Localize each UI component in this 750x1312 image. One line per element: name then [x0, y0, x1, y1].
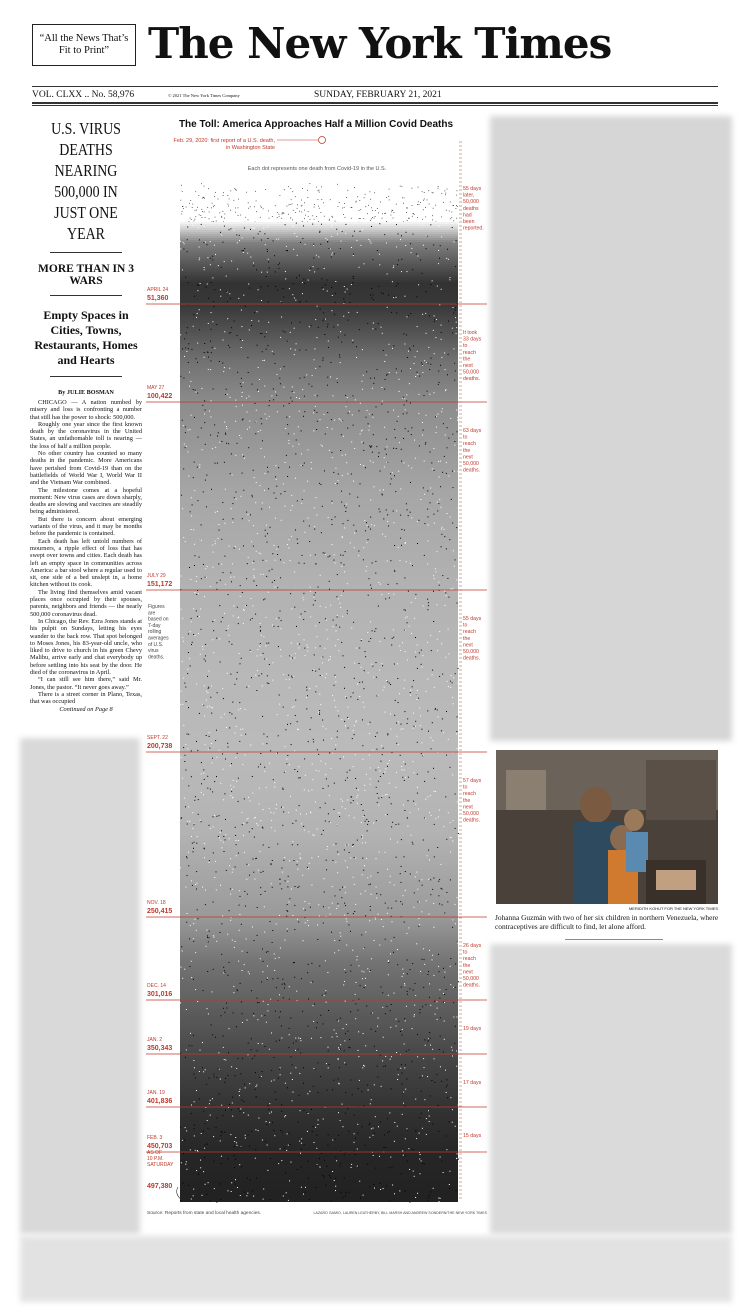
story-paragraph: The living find themselves amid vacant places once occupied by their spouses, parents, neighbors and friends — the nearly 500,000 coronavirus dead. [30, 588, 142, 618]
milestone-date: JAN. 19 [147, 1090, 165, 1096]
milestone-deaths: 401,836 [147, 1098, 173, 1105]
milestone-deaths: 497,380 [147, 1183, 173, 1190]
folio-rule [32, 102, 718, 104]
milestone-date: JAN. 2 [147, 1037, 163, 1043]
chart-source: Source: Reports from state and local health agencies. [147, 1211, 262, 1216]
days-note: 63 days to reach the next 50,000 deaths. [463, 428, 482, 474]
milestone-date: APRIL 24 [147, 287, 169, 293]
days-note: 19 days [463, 1026, 482, 1032]
milestone-deaths: 200,738 [147, 743, 173, 750]
photo-caption: Johanna Guzmán with two of her six children in northern Venezuela, where contraceptives are difficult to find, let alone afford. [495, 913, 719, 931]
days-note: 55 days later, 50,000 deaths had been reported. [463, 186, 484, 232]
lead-story [30, 118, 142, 713]
photo-credit: MERIDITH KOHUT FOR THE NEW YORK TIMES [628, 906, 718, 911]
headline-rule [50, 252, 122, 253]
milestone-deaths: 151,172 [147, 581, 173, 588]
days-note: 57 days to reach the next 50,000 deaths. [463, 778, 482, 824]
masthead-ear [32, 24, 136, 66]
copyright: © 2021 The New York Times Company [168, 93, 240, 98]
milestone-deaths: 100,422 [147, 393, 173, 400]
story-body [30, 399, 142, 705]
folio-rule-thin [32, 105, 718, 106]
milestone-date: DEC. 14 [147, 983, 166, 989]
story-paragraph: “I can still see him there,” said Mr. Jones, the pastor. “It never goes away.” [30, 676, 142, 691]
story-paragraph: The milestone comes at a hopeful moment: New virus cases are down sharply, deaths are slowing and vaccines are steadily being administered. [30, 486, 142, 516]
blurred-article-left-lower [20, 738, 140, 1234]
death-dots [180, 183, 459, 1203]
milestone-date: AS OF 10 P.M. SATURDAY [147, 1150, 174, 1168]
blurred-article-right-lower [490, 944, 732, 1234]
blurred-article-right [490, 116, 732, 741]
days-note: 15 days [463, 1133, 482, 1139]
milestone-date: NOV. 18 [147, 900, 166, 906]
first-death-note: Feb. 29, 2020: first report of a U.S. death, in Washington State [173, 138, 275, 151]
first-death-marker [319, 137, 326, 144]
chart-subtitle: Each dot represents one death from Covid-19 in the U.S. [247, 166, 387, 172]
lead-subhead: MORE THAN IN 3 WARS [38, 263, 134, 287]
subhead-rule [50, 295, 122, 296]
byline: By JULIE BOSMAN [58, 389, 114, 396]
days-note: 55 days to reach the next 50,000 deaths. [463, 616, 482, 662]
story-paragraph: But there is concern about emerging variants of the virus, and it may be months before the pandemic is contained. [30, 515, 142, 538]
story-paragraph: In Chicago, the Rev. Ezra Jones stands at his pulpit on Sundays, letting his eyes wander to the back row. That spot belonged to Moses Jones, his 83-year-old uncle, who liked to drive to church in his green Chevy Malibu, arrive early and chat everybody up before settling into his seat by the door. He died of the coronavirus in April. [30, 617, 142, 676]
story-paragraph: CHICAGO — A nation numbed by misery and loss is confronting a number that still has the power to shock: 500,000. [30, 399, 142, 421]
ear-text: “All the News That’s Fit to Print” [39, 33, 129, 56]
chart-title: The Toll: America Approaches Half a Million Covid Deaths [178, 119, 454, 130]
photo-image [496, 750, 718, 904]
days-note: 17 days [463, 1080, 482, 1086]
covid-deaths-dot-chart [144, 132, 490, 1224]
milestone-deaths: 250,415 [147, 908, 173, 915]
lead-deck: Empty Spaces in Cities, Towns, Restaurants, Homes and Hearts [34, 308, 138, 367]
milestone-date: MAY 27 [147, 385, 165, 391]
milestone-deaths: 301,016 [147, 991, 173, 998]
figures-note: Figures are based on 7-day rolling averages of U.S. virus deaths. [148, 604, 169, 661]
volume-number: VOL. CLXX .. No. 58,976 [32, 90, 135, 100]
milestone-date: SEPT. 22 [147, 735, 168, 741]
days-note: It took 33 days to reach the next 50,000 deaths. [463, 330, 482, 383]
issue-date: SUNDAY, FEBRUARY 21, 2021 [314, 90, 442, 100]
milestone-deaths: 51,360 [147, 295, 169, 302]
story-paragraph: There is a street corner in Plano, Texas, that was occupied [30, 690, 142, 706]
continued-jump[interactable]: Continued on Page 8 [59, 706, 113, 714]
story-paragraph: Each death has left untold numbers of mourners, a ripple effect of loss that has swept over towns and cities. Each death has left an empty space in communities across America: a bar stool where a regular used to sit, one side of a bed unslept in, a home kitchen without its cook. [30, 537, 142, 589]
milestone-deaths: 450,703 [147, 1143, 173, 1150]
masthead-rule [32, 86, 718, 87]
chart-credit: LAZARO GAMIO, LAUREN LEATHERBY, BILL MARSH AND ANDREW SONDERN/THE NEW YORK TIMES [313, 1211, 487, 1215]
newspaper-logo[interactable]: The New York Times [148, 19, 612, 68]
milestone-date: FEB. 3 [147, 1135, 163, 1141]
milestone-deaths: 350,343 [147, 1045, 173, 1052]
deck-rule [50, 376, 122, 377]
caption-rule [565, 939, 663, 940]
days-note: 26 days to reach the next 50,000 deaths. [463, 943, 482, 989]
story-paragraph: No other country has counted so many deaths in the pandemic. More Americans have perished from Covid-19 than on the battlefields of World War I, World War II and the Vietnam War combined. [30, 450, 142, 487]
milestone-date: JULY 29 [147, 573, 166, 579]
story-paragraph: Roughly one year since the first known death by the coronavirus in the United States, an unfathomable toll is nearing — the loss of half a million people. [30, 420, 142, 450]
lead-headline[interactable]: U.S. VIRUS DEATHS NEARING 500,000 IN JUST ONE YEAR [51, 119, 121, 243]
photo[interactable] [496, 750, 718, 904]
blurred-footer [20, 1236, 732, 1302]
